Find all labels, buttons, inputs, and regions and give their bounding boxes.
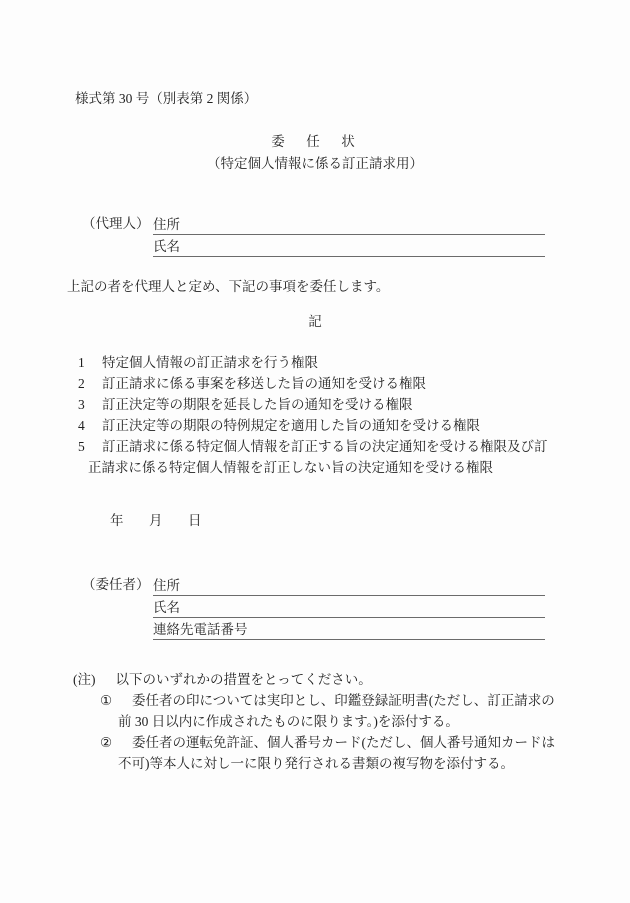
notes-intro: 以下のいずれかの措置をとってください。 (115, 672, 372, 687)
agent-address-label: 住所 (153, 217, 180, 232)
delegated-items-list (78, 352, 552, 478)
delegated-item-2-text: 訂正請求に係る事案を移送した旨の通知を受ける権限 (102, 376, 426, 391)
note-item-1-text: 委任者の印については実印とし、印鑑登録証明書(ただし、訂正請求の前 30 日以内に作成されたものに限ります。)を添付する。 (118, 693, 555, 729)
document-title: 委 任 状 (271, 134, 359, 149)
delegated-item-5-text: 訂正請求に係る特定個人情報を訂正する旨の決定通知を受ける権限及び訂正請求に係る特定個人情報を訂正しない旨の決定通知を受ける権限 (88, 439, 548, 475)
notes-label: (注) (73, 672, 96, 687)
delegated-item-4 (78, 415, 552, 436)
delegated-item-3 (78, 394, 552, 415)
note-item-2-number: ② (100, 735, 113, 750)
delegated-item-4-text: 訂正決定等の期限の特例規定を適用した旨の通知を受ける権限 (102, 418, 480, 433)
document-subtitle: （特定個人情報に係る訂正請求用） (207, 156, 423, 171)
principal-section (82, 574, 545, 640)
delegated-item-1 (78, 352, 552, 373)
delegated-item-3-number: 3 (78, 397, 85, 412)
delegated-item-5-number: 5 (78, 439, 85, 454)
agent-name-field[interactable] (153, 235, 545, 257)
principal-name-label: 氏名 (153, 600, 180, 615)
note-item-2 (100, 732, 564, 774)
note-item-1 (100, 690, 564, 732)
agent-name-label: 氏名 (153, 239, 180, 254)
delegated-item-4-number: 4 (78, 418, 85, 433)
principal-role-label: （委任者） (82, 577, 150, 592)
principal-name-field[interactable] (153, 596, 545, 618)
notes-section (73, 669, 585, 774)
principal-address-label: 住所 (153, 578, 180, 593)
agent-role-label: （代理人） (82, 216, 150, 231)
delegated-item-5 (78, 436, 552, 478)
delegated-item-3-text: 訂正決定等の期限を延長した旨の通知を受ける権限 (102, 397, 413, 412)
principal-phone-label: 連絡先電話番号 (153, 622, 248, 637)
principal-phone-field[interactable] (153, 618, 545, 640)
date-line[interactable]: 年 月 日 (110, 513, 208, 528)
delegated-item-1-number: 1 (78, 355, 85, 370)
agent-section (82, 213, 545, 257)
agent-address-field[interactable] (153, 213, 545, 235)
form-number: 様式第 30 号（別表第 2 関係） (75, 91, 258, 106)
delegated-item-2 (78, 373, 552, 394)
delegated-item-2-number: 2 (78, 376, 85, 391)
principal-address-field[interactable] (153, 574, 545, 596)
note-item-2-text: 委任者の運転免許証、個人番号カード(ただし、個人番号通知カードは不可)等本人に対し一に限り発行される書類の複写物を添付する。 (118, 735, 555, 771)
declaration-text: 上記の者を代理人と定め、下記の事項を委任します。 (67, 279, 390, 294)
record-marker: 記 (308, 314, 322, 329)
note-item-1-number: ① (100, 693, 113, 708)
notes-header (73, 669, 585, 690)
delegated-item-1-text: 特定個人情報の訂正請求を行う権限 (102, 355, 318, 370)
